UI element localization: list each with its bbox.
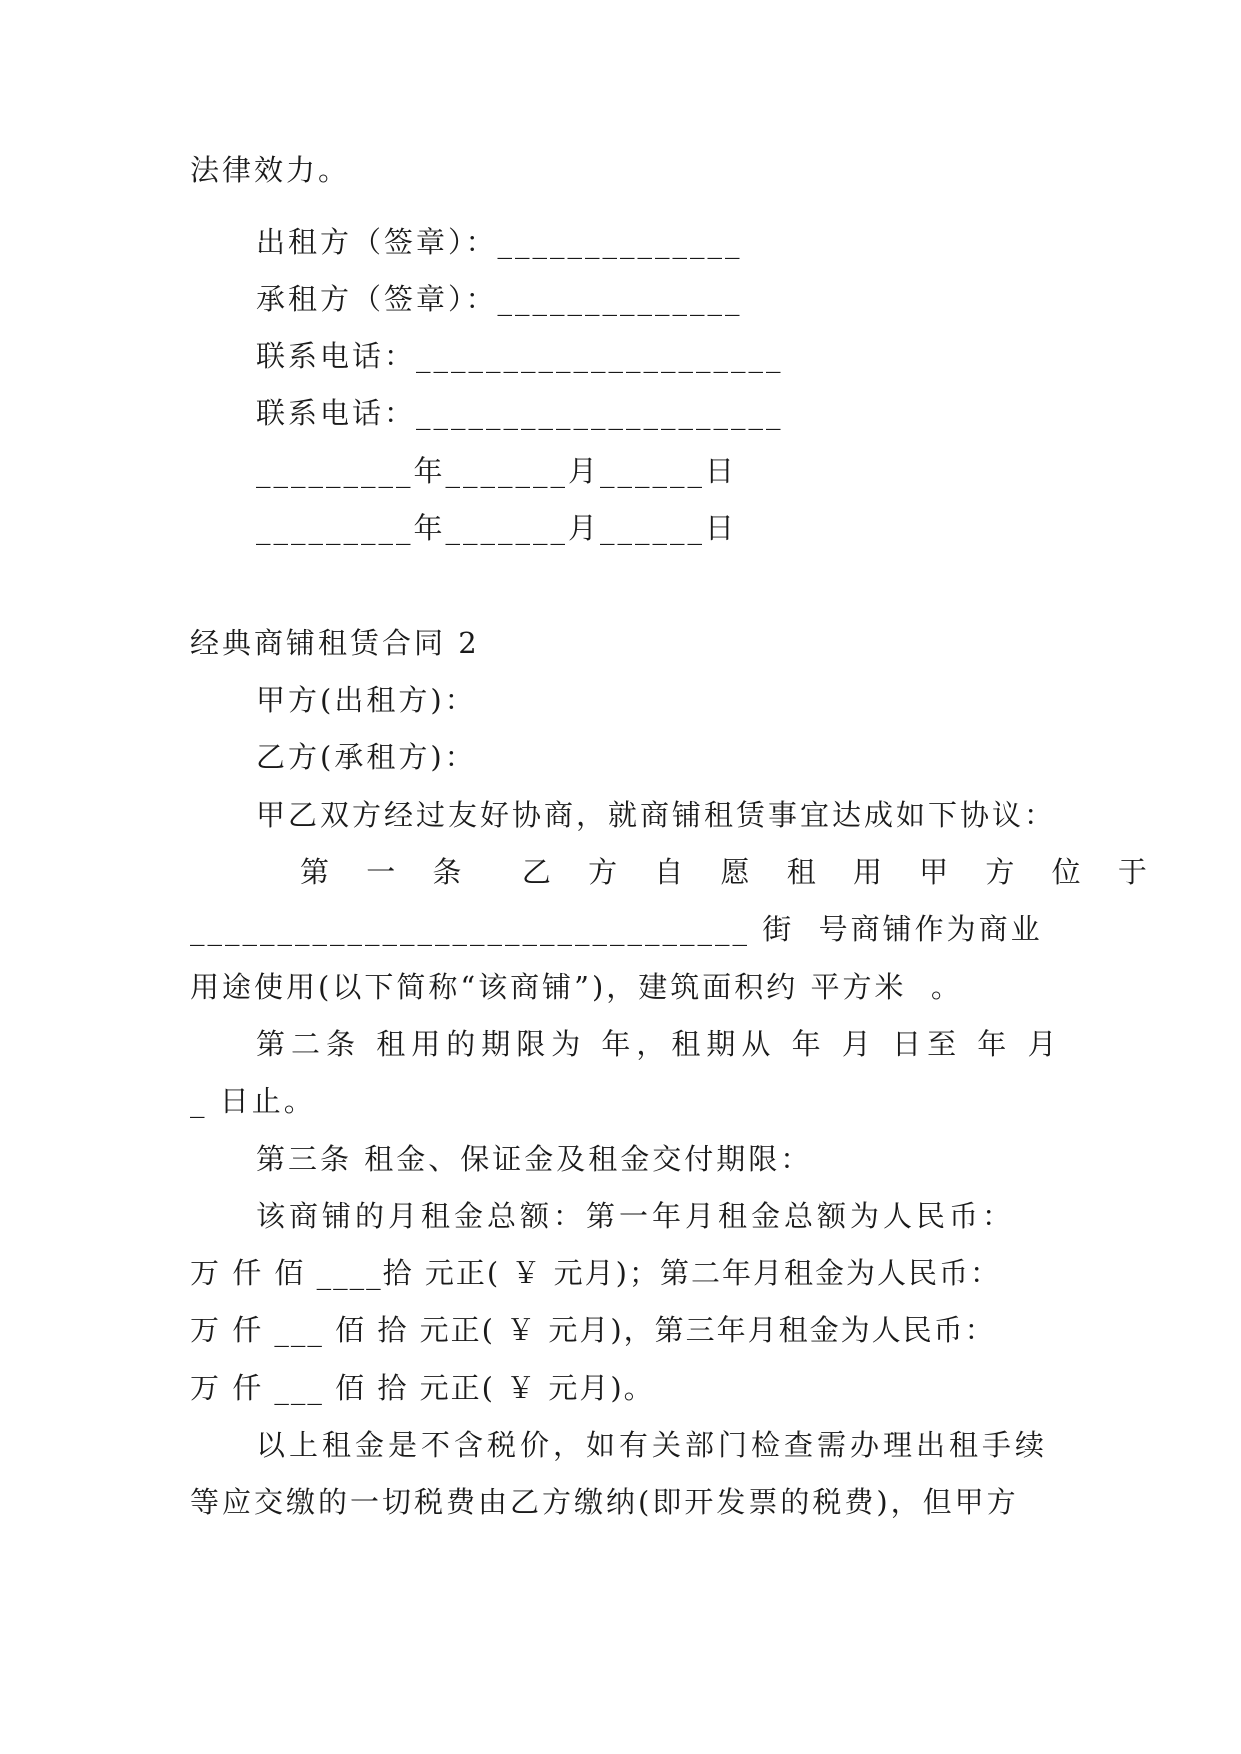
- text-line-article-3: 第三条 租金、保证金及租金交付期限：: [256, 1142, 813, 1176]
- text-line-legal-effect: 法律效力。: [190, 153, 351, 187]
- section-title: 经典商铺租赁合同 2: [190, 626, 480, 660]
- text-line-article-1: 第 一 条 乙 方 自 愿 租 用 甲 方 位 于: [300, 855, 1161, 889]
- text-line-lessee-signature: 承租方（签章）：______________: [256, 282, 743, 316]
- text-line-date-2: _________年_______月______日: [256, 511, 738, 545]
- text-line-rent-year-1: 万 仟 佰 ____拾 元正( ￥ 元月)；第二年月租金为人民币：: [190, 1256, 1001, 1290]
- text-line-article-2: 第二条 租用的期限为 年，租期从 年 月 日至 年 月: [256, 1027, 1063, 1061]
- text-line-date-1: _________年_______月______日: [256, 454, 738, 488]
- text-line-agreement-intro: 甲乙双方经过友好协商，就商铺租赁事宜达成如下协议：: [256, 798, 1057, 832]
- text-line-phone-1: 联系电话：_____________________: [256, 339, 784, 373]
- text-line-tax-note-cont: 等应交缴的一切税费由乙方缴纳(即开发票的税费)，但甲方: [190, 1485, 1019, 1519]
- text-line-tax-note: 以上租金是不含税价，如有关部门检查需办理出租手续: [256, 1428, 1049, 1462]
- text-line-rent-year-3: 万 仟 ___ 佰 拾 元正( ￥ 元月)。: [190, 1371, 655, 1405]
- text-line-monthly-rent: 该商铺的月租金总额：第一年月租金总额为人民币：: [256, 1199, 1016, 1233]
- text-line-rent-year-2: 万 仟 ___ 佰 拾 元正( ￥ 元月)，第三年月租金为人民币：: [190, 1313, 996, 1347]
- text-line-phone-2: 联系电话：_____________________: [256, 396, 784, 430]
- text-line-lessor-signature: 出租方（签章）：______________: [256, 225, 743, 259]
- text-line-article-1-usage: 用途使用(以下简称“该商铺”)，建筑面积约 平方米 。: [190, 970, 963, 1004]
- text-line-party-b: 乙方(承租方)：: [256, 740, 477, 774]
- text-line-article-2-end: _ 日止。: [190, 1084, 316, 1118]
- text-line-article-1-cont: ________________________________ 街 号商铺作为商业: [190, 912, 1043, 946]
- text-line-party-a: 甲方(出租方)：: [256, 683, 477, 717]
